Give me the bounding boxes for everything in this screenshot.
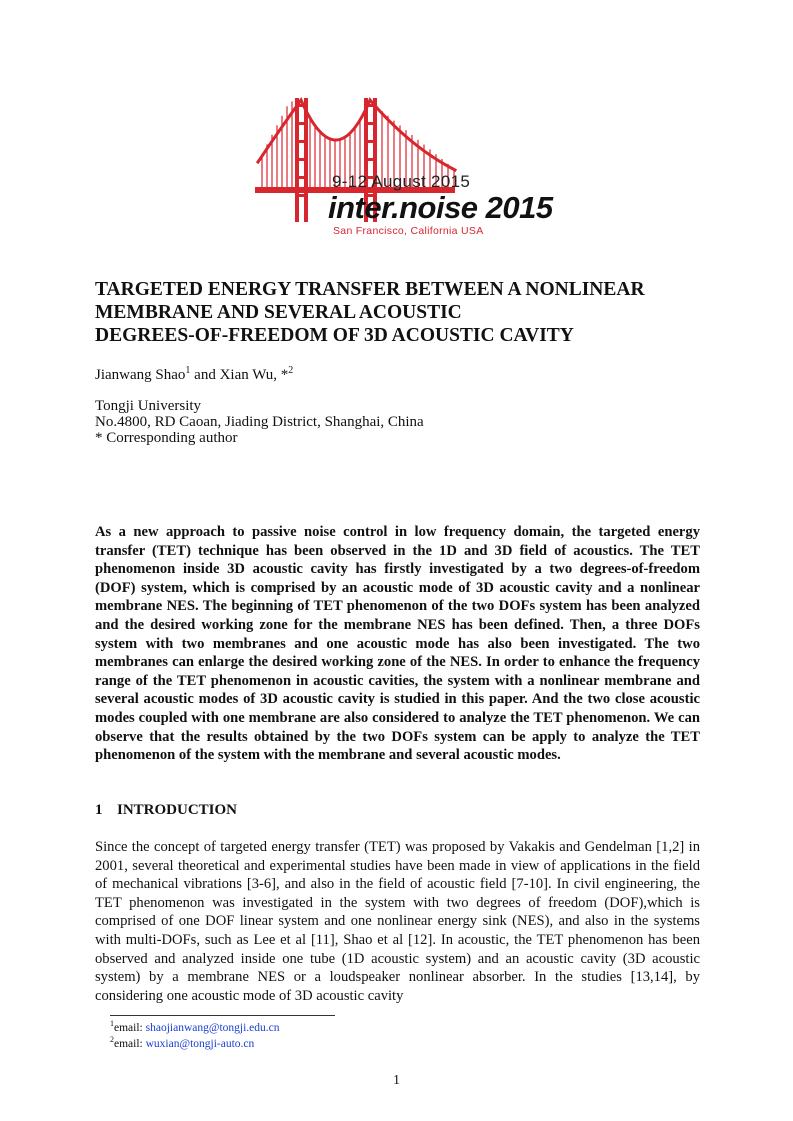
footnote-mark: 2 xyxy=(110,1035,114,1044)
section-number: 1 xyxy=(95,802,103,818)
author-affil-mark: 2 xyxy=(288,365,294,376)
footnote-label: email: xyxy=(114,1021,146,1034)
footnote-2 xyxy=(110,1035,254,1050)
abstract: As a new approach to passive noise control in low frequency domain, the targeted energy transfer (TET) technique has been observed in the 1D and 3D field of acoustics. The TET phenomenon inside 3D acoustic cavity has firstly investigated by a two degrees-of-freedom (DOF) system, which is comprised by an acoustic mode of 3D acoustic cavity and a nonlinear membrane NES. The beginning of TET phenomenon of the two DOFs system has been analyzed and the desired working zone for the membrane NES has been defined. Then, a three DOFs system with two membranes and one acoustic mode has also been investigated. The two membranes can enlarge the desired working zone of the NES. In order to enhance the frequency range of the TET phenomenon in acoustic cavities, the system with a nonlinear membrane and several acoustic modes of 3D acoustic cavity is studied in this paper. And the two close acoustic modes coupled with one membrane are also considered to analyze the TET phenomenon. We can observe that the results obtained by the two DOFs system can be apply to analyze the TET phenomenon of the system with the membrane and several acoustic modes. xyxy=(95,524,700,764)
introduction-paragraph: Since the concept of targeted energy transfer (TET) was proposed by Vakakis and Gendelman [1,2] in 2001, several theoretical and experimental studies have been made in view of applications in the field of mechanical vibrations [3-6], and also in the field of acoustic field [7-10]. In civil engineering, the TET phenomenon was investigated in the system with two degrees of freedom (DOF),which is comprised of one DOF linear system and one nonlinear energy sink (NES), and also in the systems with multi-DOFs, such as Lee et al [11], Shao et al [12]. In acoustic, the TET phenomenon has been observed and analyzed inside one tube (1D acoustic system) and an acoustic cavity (3D acoustic system) by a membrane NES or a loudspeaker nonlinear absorber. In the studies [13,14], by considering one acoustic mode of 3D acoustic cavity xyxy=(95,839,700,1004)
section-heading xyxy=(95,802,237,819)
email-link[interactable]: shaojianwang@tongji.edu.cn xyxy=(145,1021,280,1034)
logo-conference-name: inter.noise 2015 xyxy=(328,190,553,225)
author-name: Jianwang Shao xyxy=(95,367,186,383)
page-number: 1 xyxy=(393,1073,400,1088)
paper-title xyxy=(95,278,715,347)
authors xyxy=(95,365,293,384)
author-affil-mark: 1 xyxy=(185,365,191,376)
conference-logo xyxy=(250,92,553,242)
footnote-rule xyxy=(110,1015,335,1016)
logo-location: San Francisco, California USA xyxy=(333,225,484,237)
logo-date: 9-12 August 2015 xyxy=(332,172,471,191)
affiliation-line: No.4800, RD Caoan, Jiading District, Shanghai, China xyxy=(95,414,424,430)
affiliation-line: * Corresponding author xyxy=(95,430,238,446)
section-title: INTRODUCTION xyxy=(117,802,238,818)
affiliation-line: Tongji University xyxy=(95,398,202,414)
title-line: TARGETED ENERGY TRANSFER BETWEEN A NONLINEAR xyxy=(95,279,645,300)
email-link[interactable]: wuxian@tongji-auto.cn xyxy=(145,1037,255,1050)
title-line: DEGREES-OF-FREEDOM OF 3D ACOUSTIC CAVITY xyxy=(95,325,574,346)
title-line: MEMBRANE AND SEVERAL ACOUSTIC xyxy=(95,302,462,323)
footnote-label: email: xyxy=(114,1037,146,1050)
footnote-mark: 1 xyxy=(110,1019,114,1028)
affiliation xyxy=(95,398,424,446)
footnote-1 xyxy=(110,1019,280,1034)
author-name: and Xian Wu, * xyxy=(190,367,289,383)
